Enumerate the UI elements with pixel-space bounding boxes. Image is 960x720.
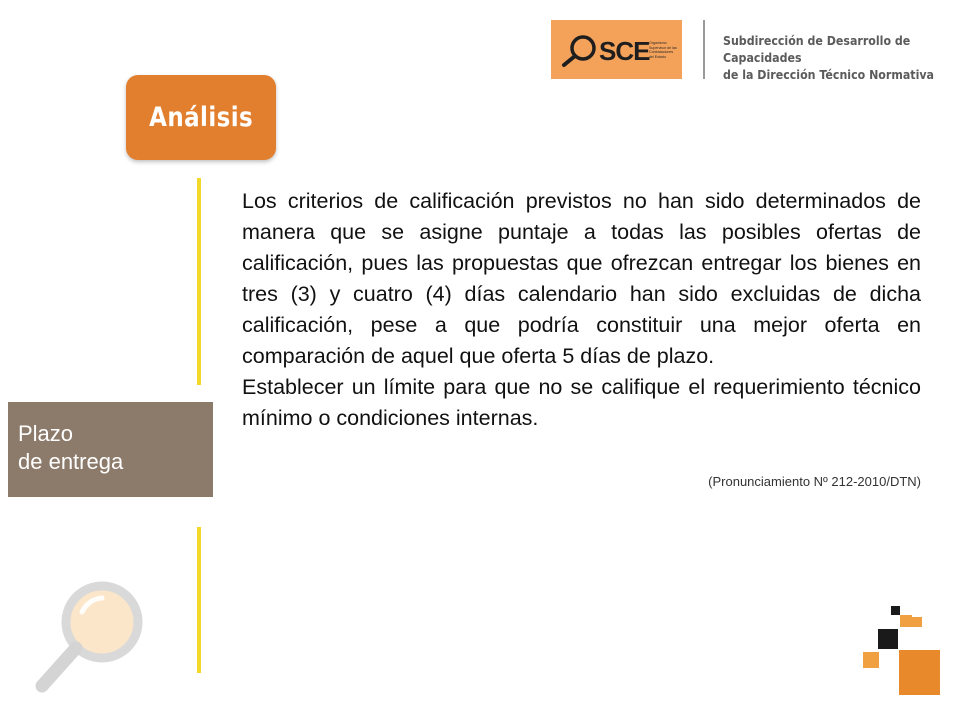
analysis-paragraph-1: Los criterios de calificación previstos no han sido determinados de manera que se asigne puntaje a todas las posibles ofertas de calificación, pues las propuestas que ofrezcan entregar los bienes en tres (3) y cuatro (4) días calendario han sido excluidas de dicha calificación, pese a que podría constituir una mejor oferta en comparación de aquel que oferta 5 días de plazo.	[242, 189, 921, 368]
magnifier-icon	[30, 578, 150, 698]
section-title-badge	[126, 75, 276, 160]
topic-line-1: Plazo	[18, 421, 74, 446]
topic-label	[8, 402, 213, 497]
citation: (Pronunciamiento Nº 212-2010/DTN)	[708, 474, 921, 489]
timeline-line-top	[197, 178, 201, 385]
logo-magnifier-icon	[561, 32, 601, 68]
analysis-paragraph-2: Establecer un límite para que no se califique el requerimiento técnico mínimo o condiciones internas.	[242, 375, 921, 430]
topic-line-2: de entrega	[18, 449, 124, 474]
analysis-body	[242, 186, 921, 434]
osce-logo	[551, 20, 682, 79]
timeline-line-bottom	[197, 527, 201, 673]
header-divider	[703, 20, 705, 79]
logo-subtitle: Organismo Supervisor de las Contrataciones del Estado	[649, 41, 677, 59]
department-name: Subdirección de Desarrollo de Capacidades de la Dirección Técnico Normativa	[723, 34, 934, 82]
logo-wordmark: SCE	[599, 36, 650, 66]
section-title: Análisis	[149, 102, 253, 133]
